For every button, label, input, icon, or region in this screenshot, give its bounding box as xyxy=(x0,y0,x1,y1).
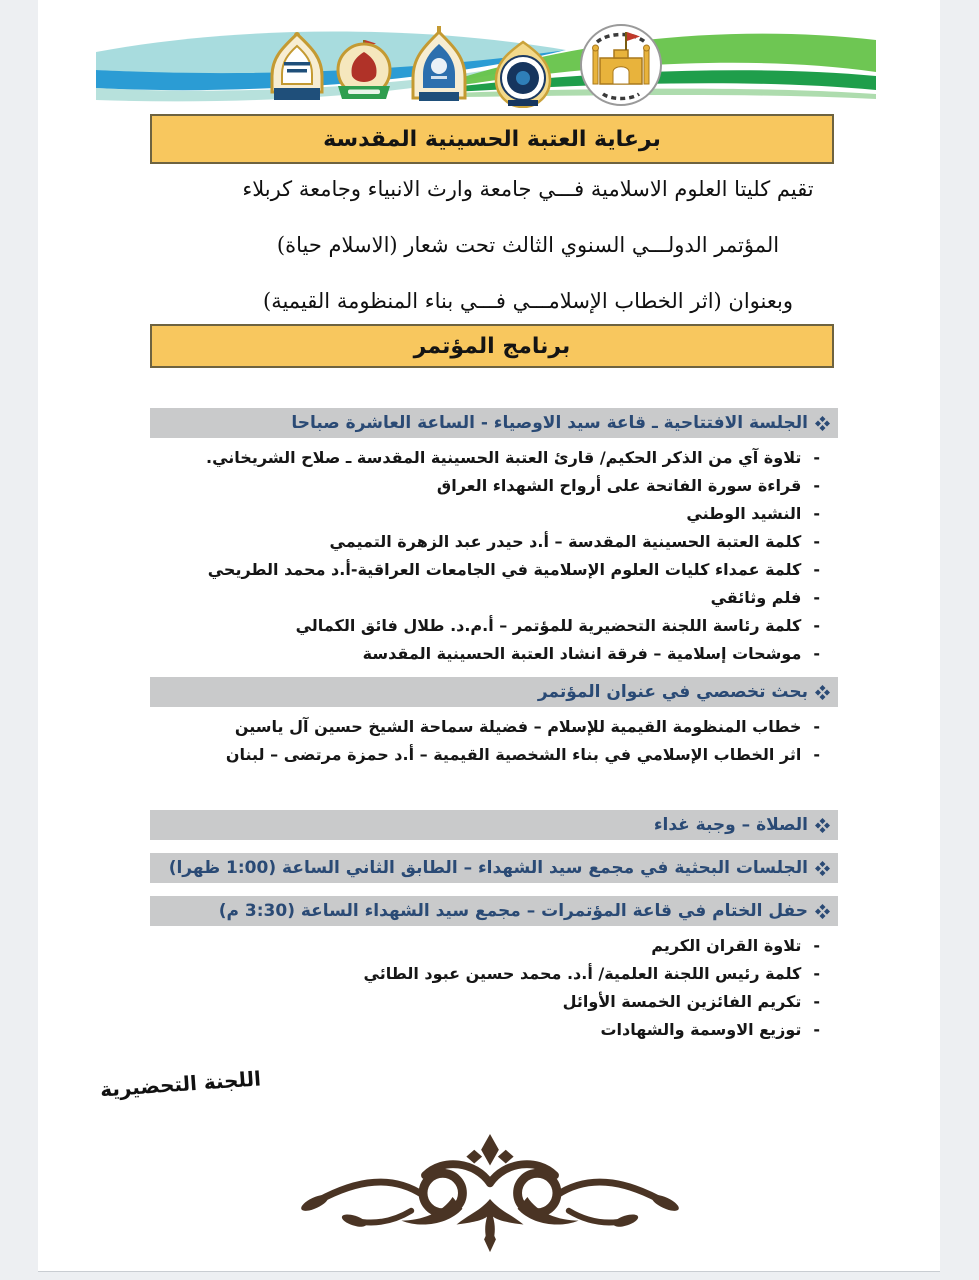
list-item xyxy=(150,713,820,741)
bullet-dash: - xyxy=(813,616,820,635)
section-title: حفل الختام في قاعة المؤتمرات – مجمع سيد الشهداء الساعة (3:30 م) xyxy=(218,901,808,921)
section-specialized-research xyxy=(150,677,838,769)
item-text: كلمة عمداء كليات العلوم الإسلامية في الجامعات العراقية-أ.د محمد الطريحي xyxy=(207,560,802,579)
section-closing-ceremony xyxy=(150,896,838,1044)
section-opening-session xyxy=(150,408,838,668)
program-banner xyxy=(150,324,834,368)
section-marker-icon xyxy=(815,416,830,431)
list-item xyxy=(150,556,820,584)
list-item xyxy=(150,612,820,640)
bullet-dash: - xyxy=(813,476,820,495)
item-text: تلاوة القران الكريم xyxy=(651,936,802,955)
item-text: تكريم الفائزين الخمسة الأوائل xyxy=(562,992,802,1011)
section-marker-icon xyxy=(815,818,830,833)
section-header xyxy=(150,677,838,707)
bullet-dash: - xyxy=(813,992,820,1011)
preparatory-committee-label: اللجنة التحضيرية xyxy=(99,1066,262,1102)
warith-al-anbiya-university-logo-icon xyxy=(268,30,326,104)
item-text: النشيد الوطني xyxy=(686,504,802,523)
bullet-dash: - xyxy=(813,532,820,551)
item-text: كلمة رئيس اللجنة العلمية/ أ.د. محمد حسين عبود الطائي xyxy=(363,964,802,983)
section-research-sessions xyxy=(150,853,838,883)
bullet-dash: - xyxy=(813,588,820,607)
program-banner-text: برنامج المؤتمر xyxy=(413,333,571,359)
item-text: تلاوة آي من الذكر الحكيم/ قارئ العتبة الحسينية المقدسة ـ صلاح الشريخاني. xyxy=(206,448,802,467)
patronage-banner xyxy=(150,114,834,164)
bullet-dash: - xyxy=(813,560,820,579)
section-title: الجلسة الافتتاحية ـ قاعة سيد الاوصياء - الساعة العاشرة صباحا xyxy=(291,413,808,433)
bullet-dash: - xyxy=(813,504,820,523)
bullet-dash: - xyxy=(813,745,820,764)
section-marker-icon xyxy=(815,904,830,919)
item-text: كلمة رئاسة اللجنة التحضيرية للمؤتمر – أ.م.د. طلال فائق الكمالي xyxy=(295,616,802,635)
list-item xyxy=(150,932,820,960)
item-text: خطاب المنظومة القيمية للإسلام – فضيلة سماحة الشيخ حسين آل ياسين xyxy=(234,717,802,736)
bullet-dash: - xyxy=(813,448,820,467)
bullet-dash: - xyxy=(813,936,820,955)
bullet-dash: - xyxy=(813,964,820,983)
list-item xyxy=(150,500,820,528)
item-text: كلمة العتبة الحسينية المقدسة – أ.د حيدر عبد الزهرة التميمي xyxy=(329,532,802,551)
floral-flourish-ornament-icon xyxy=(290,1132,690,1260)
document-page xyxy=(38,0,940,1272)
list-item xyxy=(150,1016,820,1044)
list-item xyxy=(150,640,820,668)
section-marker-icon xyxy=(815,861,830,876)
section-prayer-lunch xyxy=(150,810,838,840)
list-item xyxy=(150,472,820,500)
section-items xyxy=(150,713,838,769)
list-item xyxy=(150,444,820,472)
section-marker-icon xyxy=(815,685,830,700)
patronage-banner-text: برعاية العتبة الحسينية المقدسة xyxy=(323,126,661,152)
wave-swoosh-graphic xyxy=(95,20,877,112)
list-item xyxy=(150,988,820,1016)
bullet-dash: - xyxy=(813,1020,820,1039)
header-banner-graphic xyxy=(95,20,877,112)
section-title: بحث تخصصي في عنوان المؤتمر xyxy=(537,682,808,702)
intro-text-block xyxy=(178,176,878,344)
list-item xyxy=(150,741,820,769)
holy-husayniya-shrine-logo-icon xyxy=(578,20,664,108)
college-emblem-logo-icon xyxy=(488,40,558,108)
section-header xyxy=(150,408,838,438)
item-text: فلم وثائقي xyxy=(710,588,802,607)
bullet-dash: - xyxy=(813,644,820,663)
list-item xyxy=(150,528,820,556)
section-items xyxy=(150,932,838,1044)
list-item xyxy=(150,584,820,612)
item-text: موشحات إسلامية – فرقة انشاد العتبة الحسينية المقدسة xyxy=(362,644,802,663)
item-text: قراءة سورة الفاتحة على أرواح الشهداء العراق xyxy=(436,476,802,495)
intro-line: المؤتمر الدولـــي السنوي الثالث تحت شعار (الاسلام حياة) xyxy=(276,233,780,257)
section-title: الجلسات البحثية في مجمع سيد الشهداء – الطابق الثاني الساعة (1:00 ظهرا) xyxy=(168,858,808,878)
item-text: توزيع الاوسمة والشهادات xyxy=(600,1020,802,1039)
intro-line: وبعنوان (اثر الخطاب الإسلامـــي فـــي بناء المنظومة القيمية) xyxy=(263,289,793,313)
bullet-dash: - xyxy=(813,717,820,736)
item-text: اثر الخطاب الإسلامي في بناء الشخصية القيمية – أ.د حمزة مرتضى – لبنان xyxy=(225,745,802,764)
list-item xyxy=(150,960,820,988)
section-header xyxy=(150,896,838,926)
section-items xyxy=(150,444,838,668)
section-header xyxy=(150,853,838,883)
intro-line: تقيم كليتا العلوم الاسلامية فـــي جامعة وارث الانبياء وجامعة كربلاء xyxy=(242,177,814,201)
karbala-university-logo-icon xyxy=(333,38,395,108)
section-title: الصلاة – وجبة غداء xyxy=(653,815,808,835)
section-header xyxy=(150,810,838,840)
islamic-sciences-college-logo-icon xyxy=(407,26,471,110)
